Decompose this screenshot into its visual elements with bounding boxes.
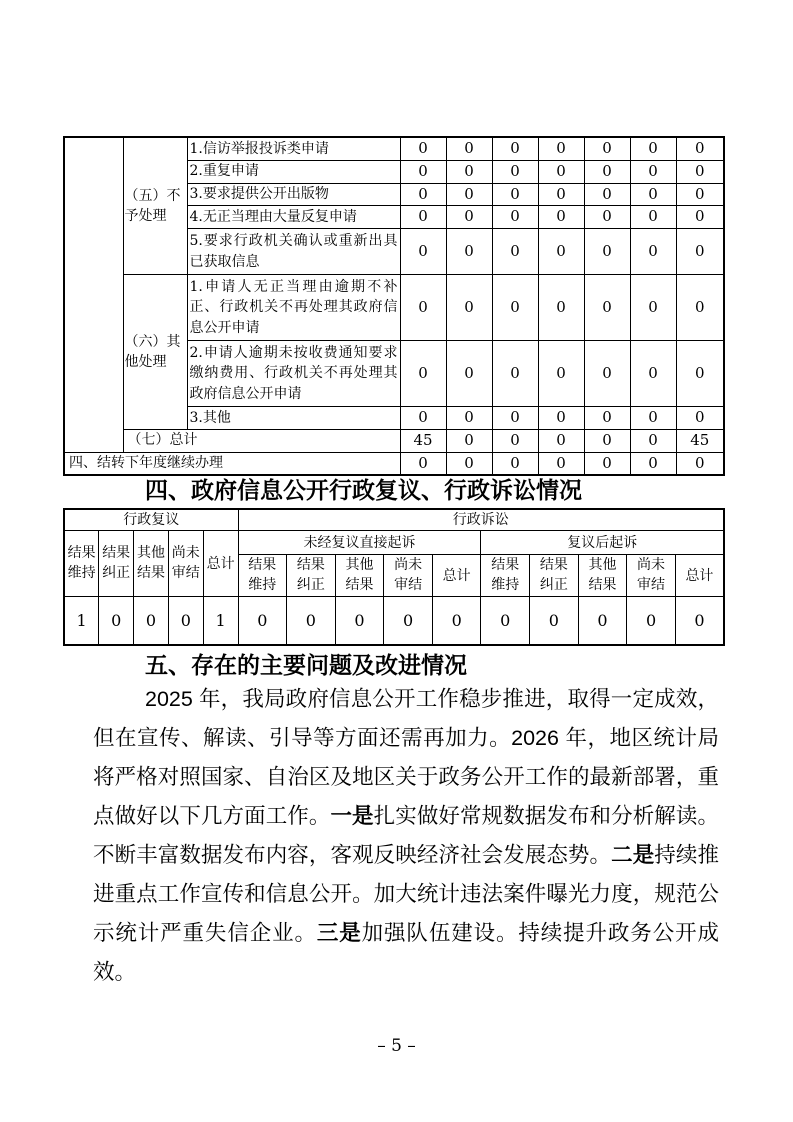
header-label: 其他结果: [136, 545, 165, 581]
header-label: 尚未审结: [637, 557, 666, 593]
value-cell: 0: [627, 597, 676, 645]
section4-title: 四、政府信息公开行政复议、行政诉讼情况: [145, 477, 582, 503]
litigation-group-header-cell: 行政诉讼: [238, 509, 724, 531]
value-cell: 0: [676, 275, 724, 341]
value-cell: 0: [584, 206, 630, 229]
value-cell: 0: [481, 597, 530, 645]
value-cell: 0: [287, 597, 336, 645]
header-cell: [287, 555, 336, 597]
header-cell: [64, 531, 99, 597]
item-label-cell: 2.申请人逾期未按收费通知要求缴纳费用、行政机关不再处理其政府信息公开申请: [187, 341, 400, 407]
value-cell: 0: [446, 229, 492, 275]
table-row: [64, 509, 724, 531]
value-cell: 0: [432, 597, 481, 645]
header-label: 结果维持: [248, 557, 277, 593]
value-cell: 0: [584, 229, 630, 275]
header-cell: [578, 555, 627, 597]
value-cell: 45: [400, 429, 446, 452]
value-cell: 0: [400, 452, 446, 475]
item-label-cell: 4.无正当理由大量反复申请: [187, 206, 400, 229]
value-cell: 0: [492, 275, 538, 341]
value-cell: 0: [676, 407, 724, 430]
value-cell: 0: [538, 407, 584, 430]
review-litigation-table: [63, 508, 725, 646]
value-cell: 0: [584, 137, 630, 160]
value-cell: 0: [492, 137, 538, 160]
header-label: 总计: [442, 567, 471, 584]
value-cell: 0: [584, 341, 630, 407]
value-cell: 0: [446, 407, 492, 430]
value-cell: 0: [446, 341, 492, 407]
value-cell: 0: [630, 137, 676, 160]
value-cell: 0: [99, 597, 134, 645]
item-label-cell: 3.其他: [187, 407, 400, 430]
header-label: 尚未审结: [171, 545, 200, 581]
value-cell: 0: [400, 229, 446, 275]
carryover-label-cell: 四、结转下年度继续办理: [64, 452, 400, 475]
header-cell: [203, 531, 238, 597]
application-processing-table: [63, 136, 725, 476]
table-row: [64, 137, 724, 160]
total-label-cell: （七）总计: [123, 429, 400, 452]
value-cell: 0: [446, 452, 492, 475]
value-cell: 0: [400, 341, 446, 407]
header-label: 结果维持: [67, 545, 96, 581]
header-cell: [384, 555, 433, 597]
value-cell: 0: [676, 160, 724, 183]
paragraph-segment: 扎实做好常规数据发布和分析解读。不断丰富数据发布内容，客观反映经济社会发展态势。: [93, 804, 719, 867]
table-row: [64, 275, 724, 341]
value-cell: 0: [446, 160, 492, 183]
value-cell: 0: [630, 206, 676, 229]
value-cell: 0: [492, 229, 538, 275]
value-cell: 0: [676, 206, 724, 229]
item-label-cell: 2.重复申请: [187, 160, 400, 183]
value-cell: 0: [400, 137, 446, 160]
header-cell: [238, 555, 287, 597]
header-label: 尚未审结: [394, 557, 423, 593]
value-cell: 0: [578, 597, 627, 645]
value-cell: 0: [492, 452, 538, 475]
value-cell: 0: [492, 206, 538, 229]
value-cell: 0: [538, 206, 584, 229]
value-cell: 0: [168, 597, 203, 645]
paragraph-segment: 2025 年，我局政府信息公开工作稳步推进，取得一定成效，但在宣传、解读、引导等方面还需再加力。2026 年，地区统计局将严格对照国家、自治区及地区关于政务公开工作的最新部署，重点做好以下几方面工作。: [93, 687, 719, 828]
table1-left-spacer-cell: [64, 137, 123, 452]
value-cell: 0: [676, 452, 724, 475]
value-cell: 0: [584, 429, 630, 452]
header-label: 结果纠正: [539, 557, 568, 593]
value-cell: 0: [584, 452, 630, 475]
item-label-cell: 5.要求行政机关确认或重新出具已获取信息: [187, 229, 400, 275]
value-cell: 0: [630, 229, 676, 275]
header-label: 其他结果: [345, 557, 374, 593]
value-cell: 0: [492, 429, 538, 452]
value-cell: 0: [400, 183, 446, 206]
value-cell: 0: [446, 275, 492, 341]
value-cell: 0: [134, 597, 169, 645]
value-cell: 0: [238, 597, 287, 645]
value-cell: 0: [492, 407, 538, 430]
paragraph-segment: 持续推进重点工作宣传和信息公开。加大统计违法案件曝光力度，规范公示统计严重失信企业。: [93, 843, 719, 945]
value-cell: 1: [203, 597, 238, 645]
value-cell: 45: [676, 429, 724, 452]
value-cell: 0: [492, 183, 538, 206]
review-group-header-cell: 行政复议: [64, 509, 238, 531]
item-label-cell: 3.要求提供公开出版物: [187, 183, 400, 206]
value-cell: 0: [538, 341, 584, 407]
value-cell: 0: [676, 341, 724, 407]
value-cell: 0: [446, 206, 492, 229]
value-cell: 1: [64, 597, 99, 645]
value-cell: 0: [675, 597, 724, 645]
group-label-cell: （六）其他处理: [123, 275, 187, 430]
value-cell: 0: [630, 183, 676, 206]
value-cell: 0: [538, 160, 584, 183]
header-cell: [675, 555, 724, 597]
value-cell: 0: [538, 275, 584, 341]
value-cell: 0: [584, 407, 630, 430]
value-cell: 0: [630, 407, 676, 430]
value-cell: 0: [538, 452, 584, 475]
paragraph-segment-bold: 一是: [330, 804, 374, 828]
header-cell: [432, 555, 481, 597]
value-cell: 0: [400, 206, 446, 229]
table-row: [64, 531, 724, 555]
page-number: – 5 –: [377, 1036, 416, 1056]
header-label: 结果纠正: [296, 557, 325, 593]
after-review-suit-subgroup-header-cell: 复议后起诉: [481, 531, 724, 555]
value-cell: 0: [446, 429, 492, 452]
paragraph-segment: 加强队伍建设。持续提升政务公开成效。: [93, 921, 719, 984]
value-cell: 0: [584, 160, 630, 183]
paragraph-segment-bold: 二是: [611, 843, 655, 867]
value-cell: 0: [630, 160, 676, 183]
value-cell: 0: [676, 229, 724, 275]
direct-suit-subgroup-header-cell: 未经复议直接起诉: [238, 531, 481, 555]
value-cell: 0: [446, 183, 492, 206]
section5-title: 五、存在的主要问题及改进情况: [145, 652, 467, 678]
value-cell: 0: [446, 137, 492, 160]
value-cell: 0: [400, 275, 446, 341]
paragraph-segment-bold: 三是: [316, 921, 362, 945]
header-cell: [335, 555, 384, 597]
value-cell: 0: [492, 160, 538, 183]
value-cell: 0: [630, 429, 676, 452]
section5-paragraph: [93, 680, 719, 992]
value-cell: 0: [538, 429, 584, 452]
header-label: 其他结果: [588, 557, 617, 593]
header-label: 结果维持: [491, 557, 520, 593]
total-row: [64, 429, 724, 452]
value-cell: 0: [676, 183, 724, 206]
header-label: 总计: [206, 555, 235, 572]
value-cell: 0: [492, 341, 538, 407]
header-cell: [99, 531, 134, 597]
value-cell: 0: [538, 137, 584, 160]
value-cell: 0: [384, 597, 433, 645]
carryover-row: [64, 452, 724, 475]
item-label-cell: 1.信访举报投诉类申请: [187, 137, 400, 160]
header-cell: [168, 531, 203, 597]
value-cell: 0: [400, 407, 446, 430]
value-cell: 0: [335, 597, 384, 645]
header-cell: [481, 555, 530, 597]
values-row: [64, 597, 724, 645]
value-cell: 0: [584, 275, 630, 341]
header-label: 总计: [685, 567, 714, 584]
value-cell: 0: [630, 452, 676, 475]
value-cell: 0: [530, 597, 579, 645]
value-cell: 0: [676, 137, 724, 160]
group-label-cell: （五）不予处理: [123, 137, 187, 275]
value-cell: 0: [630, 275, 676, 341]
value-cell: 0: [538, 183, 584, 206]
value-cell: 0: [584, 183, 630, 206]
item-label-cell: 1.申请人无正当理由逾期不补正、行政机关不再处理其政府信息公开申请: [187, 275, 400, 341]
value-cell: 0: [400, 160, 446, 183]
header-cell: [134, 531, 169, 597]
header-cell: [627, 555, 676, 597]
header-label: 结果纠正: [102, 545, 131, 581]
value-cell: 0: [538, 229, 584, 275]
header-cell: [530, 555, 579, 597]
value-cell: 0: [630, 341, 676, 407]
